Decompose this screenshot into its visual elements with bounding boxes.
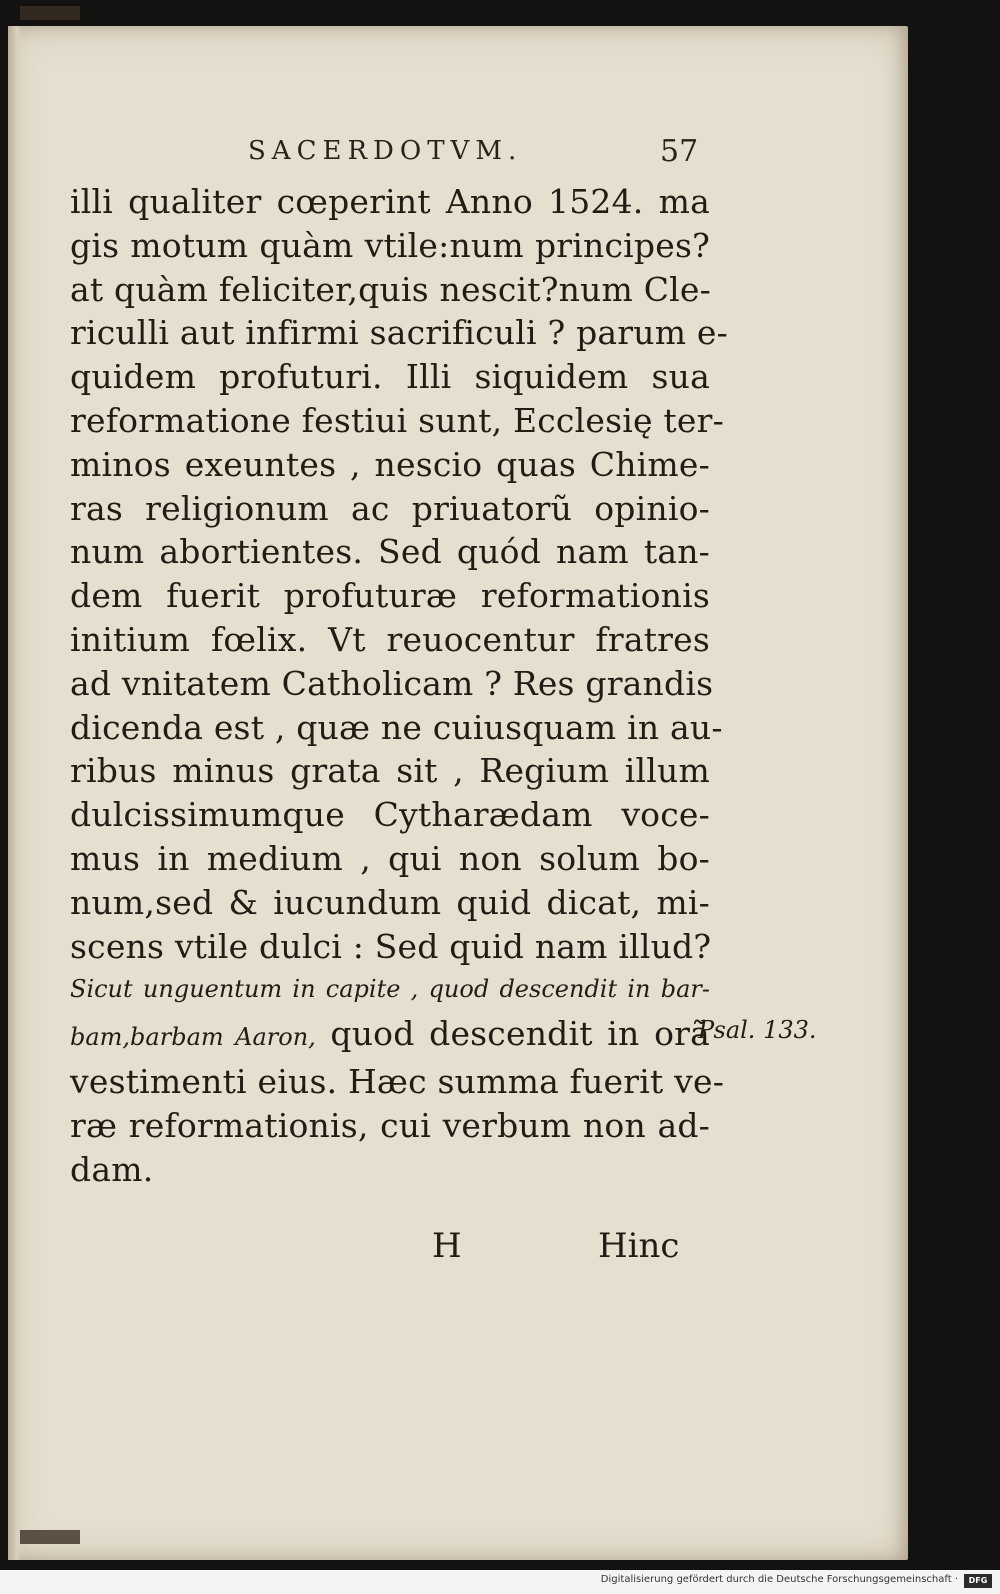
- page-number: 57: [660, 134, 699, 169]
- dfg-logo: DFG: [964, 1574, 992, 1588]
- text-line: dem fuerit profuturæ reformationis: [70, 576, 710, 616]
- text-line: reformatione festiui sunt, Ecclesię ter-: [70, 400, 724, 440]
- text-line: ras religionum ac priuatorũ opinio-: [70, 488, 710, 528]
- book-page: [8, 26, 908, 1560]
- main-text-block: [70, 180, 728, 1191]
- footer-credit: Digitalisierung gefördert durch die Deutsche Forschungsgemeinschaft ·: [600, 1574, 958, 1585]
- text-line: at quàm feliciter,quis nescit?num Cle-: [70, 269, 712, 309]
- final-text-line: dam.: [70, 1149, 154, 1189]
- italic-quotation-line: Sicut unguentum in capite , quod descendit in bar-: [70, 975, 710, 1004]
- mixed-quotation-line: [70, 1012, 710, 1060]
- text-line: mus in medium , qui non solum bo-: [70, 838, 710, 878]
- text-line: num abortientes. Sed quód nam tan-: [70, 532, 710, 572]
- page-edge: [8, 26, 22, 1560]
- text-line: ræ reformationis, cui verbum non ad-: [70, 1105, 710, 1145]
- top-corner-mark: [20, 6, 80, 20]
- text-line: minos exeuntes , nescio quas Chime-: [70, 444, 710, 484]
- text-line: ribus minus grata sit , Regium illum: [70, 751, 710, 791]
- italic-quotation-fragment: bam,barbam Aaron,: [70, 1023, 316, 1052]
- text-line: ad vnitatem Catholicam ? Res grandis: [70, 663, 714, 703]
- text-line: illi qualiter cœperint Anno 1524. ma: [70, 182, 710, 221]
- signature-mark: H: [432, 1226, 462, 1266]
- text-line: quidem profuturi. Illi siquidem sua: [70, 357, 710, 397]
- text-line: num,sed & iucundum quid dicat, mi-: [70, 882, 710, 922]
- catchword: Hinc: [598, 1226, 680, 1266]
- text-line: scens vtile dulci : Sed quid nam illud?: [70, 926, 712, 966]
- text-line: gis motum quàm vtile:num principes?: [70, 225, 710, 265]
- text-line: vestimenti eius. Hæc summa fuerit ve-: [70, 1061, 725, 1101]
- roman-fragment: quod descendit in orã: [315, 1014, 710, 1054]
- margin-note: Psal. 133.: [698, 1016, 817, 1044]
- text-line: dulcissimumque Cytharædam voce-: [70, 795, 710, 835]
- text-line: riculli aut infirmi sacrificuli ? parum e-: [70, 313, 728, 353]
- text-line: dicenda est , quæ ne cuiusquam in au-: [70, 707, 723, 747]
- text-line: initium fœlix. Vt reuocentur fratres: [70, 619, 710, 659]
- page-foot: [70, 1226, 710, 1276]
- bottom-corner-mark: [20, 1530, 80, 1544]
- running-head: SACERDOTVM.: [248, 136, 523, 166]
- digitization-footer: [0, 1570, 1000, 1594]
